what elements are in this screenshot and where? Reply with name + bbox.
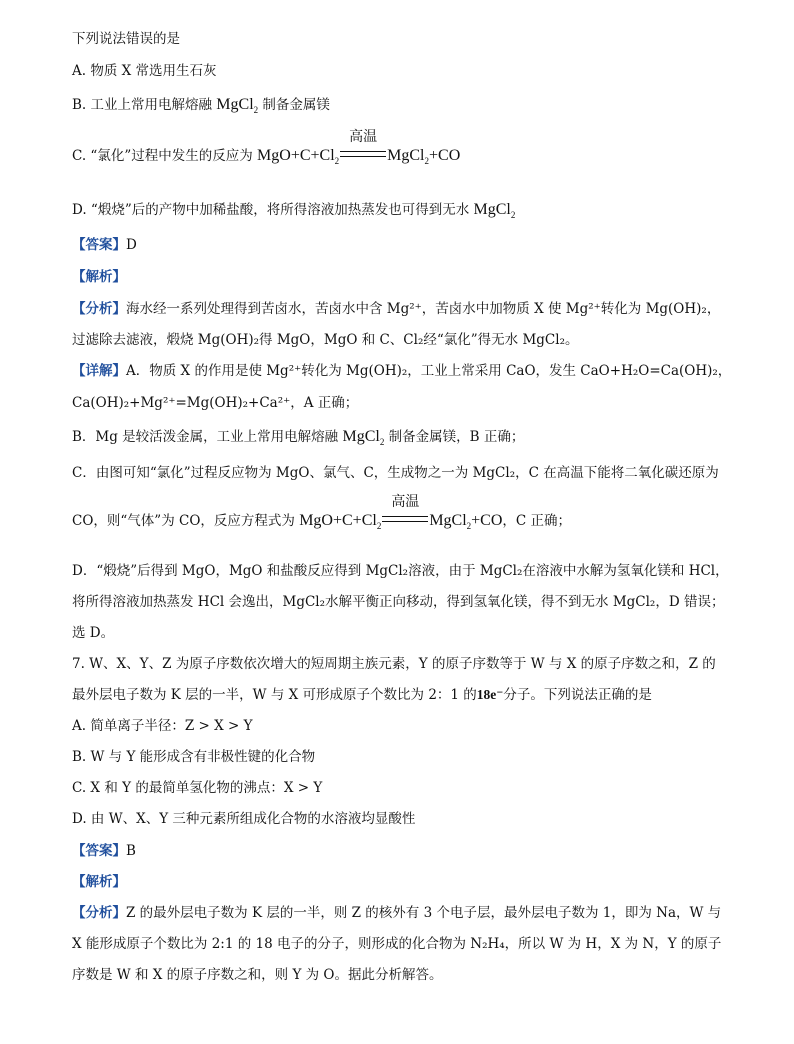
q6-detail-c1: C．由图可知“氯化”过程反应物为 MgO、氯气、C，生成物之一为 MgCl₂，C 在高温下能将二氧化碳还原为 bbox=[72, 465, 719, 481]
q7-stem-1: 7. W、X、Y、Z 为原子序数依次增大的短周期主族元素，Y 的原子序数等于 W 与 X 的原子序数之和，Z 的 bbox=[72, 656, 716, 672]
equation-chlorination: $MgO+C+Cl_2$ 高温 MgCl$_2$+CO bbox=[299, 495, 503, 532]
q6-detail-a2: Ca(OH)₂+Mg²⁺=Mg(OH)₂+Ca²⁺，A 正确； bbox=[72, 395, 359, 411]
formula-mgcl2: MgCl$_2$ bbox=[473, 201, 516, 221]
q6-detail-d1: D．“煅烧”后得到 MgO，MgO 和盐酸反应得到 MgCl₂溶液，由于 MgCl₂在溶液中水解为氢氧化镁和 HCl， bbox=[72, 563, 729, 579]
reaction-arrow: 高温 bbox=[382, 512, 428, 530]
q6-detail-a1: 【详解】A．物质 X 的作用是使 Mg²⁺转化为 Mg(OH)₂，工业上常采用 CaO，发生 CaO+H₂O=Ca(OH)₂， bbox=[72, 363, 732, 379]
q7-fenxi-2: X 能形成原子个数比为 2:1 的 18 电子的分子，则形成的化合物为 N₂H₄，所以 W 为 H，X 为 N，Y 的原子 bbox=[72, 936, 722, 952]
q6-detail-c2: CO，则“气体”为 CO，反应方程式为 $MgO+C+Cl_2$ 高温 MgCl$_2$+CO，C 正确； bbox=[72, 495, 572, 532]
equation-chlorination: $MgO+C+Cl_2$ 高温 MgCl$_2$+CO bbox=[257, 130, 461, 167]
q6-stem: 下列说法错误的是 bbox=[72, 31, 180, 47]
q6-detail-d2: 将所得溶液加热蒸发 HCl 会逸出，MgCl₂水解平衡正向移动，得到氢氧化镁，得不到无水 MgCl₂，D 错误； bbox=[72, 594, 725, 610]
q6-fenxi-2: 过滤除去滤液，煅烧 Mg(OH)₂得 MgO，MgO 和 C、Cl₂经“氯化”得无水 MgCl₂。 bbox=[72, 332, 579, 348]
q6-answer: 【答案】D bbox=[72, 237, 137, 253]
q6-option-b: B. 工业上常用电解熔融 MgCl$_2$ 制备金属镁 bbox=[72, 96, 330, 116]
q7-answer: 【答案】B bbox=[72, 843, 136, 859]
q7-option-b: B. W 与 Y 能形成含有非极性键的化合物 bbox=[72, 749, 316, 765]
q6-option-a: A. 物质 X 常选用生石灰 bbox=[72, 63, 217, 79]
q7-fenxi-3: 序数是 W 和 X 的原子序数之和，则 Y 为 O。据此分析解答。 bbox=[72, 967, 443, 983]
q7-option-a: A. 简单离子半径：Z > X > Y bbox=[72, 718, 253, 734]
q7-analysis-tag: 【解析】 bbox=[72, 874, 126, 890]
q7-option-d: D. 由 W、X、Y 三种元素所组成化合物的水溶液均显酸性 bbox=[72, 811, 416, 827]
reaction-arrow: 高温 bbox=[340, 147, 386, 165]
q6-detail-d3: 选 D。 bbox=[72, 625, 115, 641]
q6-detail-b: B．Mg 是较活泼金属，工业上常用电解熔融 MgCl$_2$ 制备金属镁，B 正确； bbox=[72, 428, 525, 448]
q7-stem-2: 最外层电子数为 K 层的一半，W 与 X 可形成原子个数比为 2：1 的18e⁻分子。下列说法正确的是 bbox=[72, 687, 652, 703]
formula-mgcl2: MgCl$_2$ bbox=[216, 96, 259, 116]
q7-fenxi-1: 【分析】Z 的最外层电子数为 K 层的一半，则 Z 的核外有 3 个电子层，最外层电子数为 1，即为 Na，W 与 bbox=[72, 905, 722, 921]
q6-option-c: C. “氯化”过程中发生的反应为 $MgO+C+Cl_2$ 高温 MgCl$_2$+CO bbox=[72, 130, 461, 167]
q6-analysis-tag: 【解析】 bbox=[72, 269, 126, 285]
q6-option-d: D. “煅烧”后的产物中加稀盐酸，将所得溶液加热蒸发也可得到无水 MgCl$_2$ bbox=[72, 201, 516, 221]
q6-fenxi-1: 【分析】海水经一系列处理得到苦卤水，苦卤水中含 Mg²⁺，苦卤水中加物质 X 使 Mg²⁺转化为 Mg(OH)₂， bbox=[72, 301, 721, 317]
formula-mgcl2: MgCl$_2$ bbox=[342, 428, 385, 448]
q7-option-c: C. X 和 Y 的最简单氢化物的沸点：X > Y bbox=[72, 780, 323, 796]
